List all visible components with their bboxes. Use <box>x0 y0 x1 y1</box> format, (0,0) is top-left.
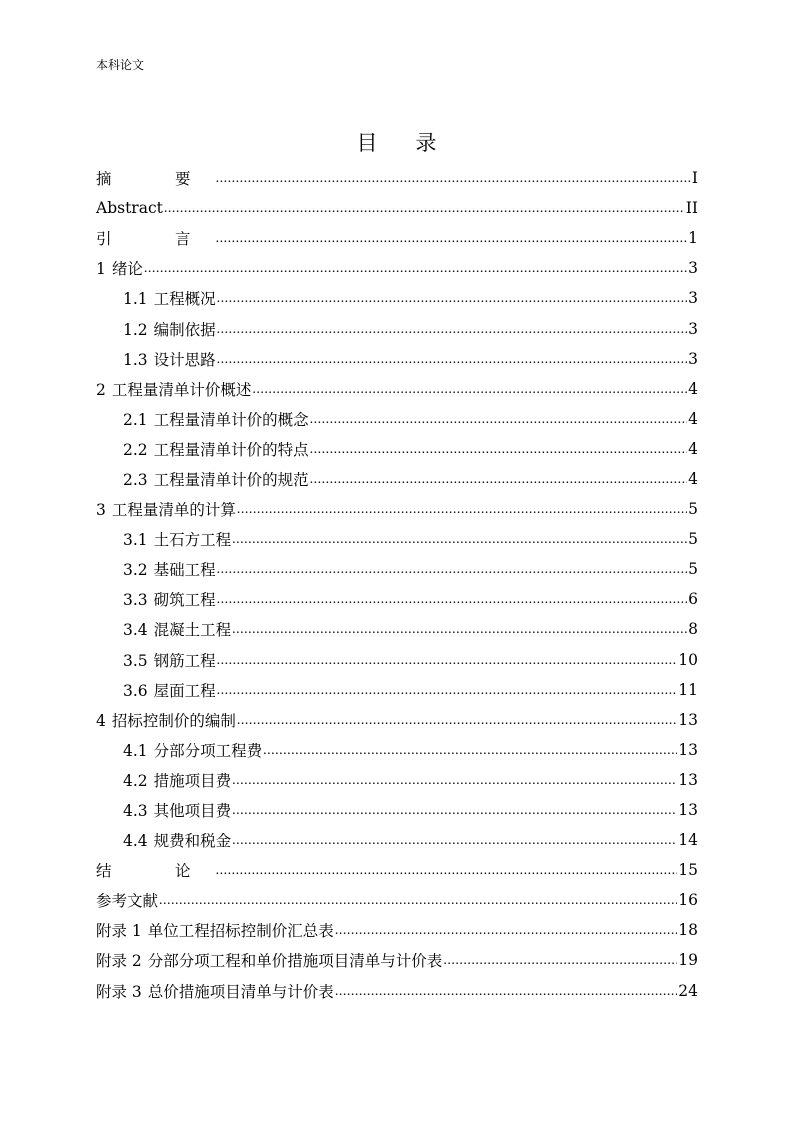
toc-entry-text: 绪论 <box>111 260 143 279</box>
toc-entry[interactable] <box>96 705 698 735</box>
toc-entry[interactable] <box>96 885 698 915</box>
toc-entry-page: 14 <box>678 831 698 850</box>
toc-entry-text: 工程量清单计价的概念 <box>153 410 309 429</box>
toc-entry-text: 土石方工程 <box>153 531 232 550</box>
toc-entry-number: 附录 3 <box>96 982 142 1001</box>
toc-entry-number: 4 <box>96 711 106 730</box>
toc-entry[interactable] <box>96 404 698 434</box>
toc-entry-page: 13 <box>678 740 698 759</box>
toc-entry-text: 其他项目费 <box>153 802 232 821</box>
toc-entry-page: 4 <box>688 469 698 488</box>
toc-entry[interactable] <box>96 494 698 524</box>
header-rule <box>96 87 698 88</box>
toc-entry-page: 10 <box>678 650 698 669</box>
toc-entry-text: 引 言 <box>96 230 215 249</box>
toc-title-right: 录 <box>415 131 437 155</box>
toc-entry-label <box>96 919 334 941</box>
toc-leader-dots <box>252 382 687 398</box>
toc-leader-dots <box>232 622 687 638</box>
toc-entry-text: 设计思路 <box>153 350 216 369</box>
toc-entry-text: 屋面工程 <box>153 681 216 700</box>
toc-entry[interactable] <box>96 163 698 193</box>
toc-entry-text: 参考文献 <box>96 892 159 911</box>
toc-entry[interactable] <box>96 313 698 343</box>
toc-entry-number: 4.1 <box>123 741 148 760</box>
toc-entry-text: Abstract <box>96 199 163 218</box>
toc-entry-label <box>96 227 215 249</box>
toc-entry-text: 编制依据 <box>153 320 216 339</box>
toc-entry-label <box>96 199 163 217</box>
toc-entry-label <box>123 769 231 791</box>
toc-leader-dots <box>217 653 678 669</box>
toc-entry[interactable] <box>96 554 698 584</box>
toc-leader-dots <box>217 592 687 608</box>
toc-entry-label <box>123 528 231 550</box>
toc-leader-dots <box>232 803 677 819</box>
toc-entry-label <box>96 949 442 971</box>
toc-entry-number: 3 <box>96 501 106 520</box>
toc-entry-label <box>96 257 143 279</box>
toc-leader-dots <box>310 442 687 458</box>
toc-entry-text: 混凝土工程 <box>153 621 232 640</box>
toc-entry[interactable] <box>96 765 698 795</box>
toc-leader-dots <box>237 713 677 729</box>
toc-title <box>0 130 793 156</box>
table-of-contents <box>96 163 698 1006</box>
toc-entry-page: 4 <box>688 409 698 428</box>
toc-entry-number: 3.4 <box>123 621 148 640</box>
toc-leader-dots <box>443 953 677 969</box>
toc-entry-number: 4.2 <box>123 771 148 790</box>
toc-entry-page: 24 <box>678 981 698 1000</box>
toc-leader-dots <box>217 352 687 368</box>
toc-entry[interactable] <box>96 645 698 675</box>
toc-entry-text: 分部分项工程费 <box>153 741 263 760</box>
toc-entry[interactable] <box>96 915 698 945</box>
toc-entry-number: 3.6 <box>123 681 148 700</box>
toc-entry-page: 3 <box>688 319 698 338</box>
toc-leader-dots <box>217 322 687 338</box>
toc-entry-page: 11 <box>678 680 698 699</box>
toc-leader-dots <box>217 683 678 699</box>
toc-entry-number: 附录 1 <box>96 922 142 941</box>
toc-entry-page: 4 <box>688 439 698 458</box>
toc-entry[interactable] <box>96 976 698 1006</box>
toc-entry-label <box>123 739 262 761</box>
toc-entry-label <box>96 980 334 1002</box>
toc-entry-text: 规费和税金 <box>153 832 232 851</box>
toc-entry[interactable] <box>96 825 698 855</box>
toc-entry-number: 1.3 <box>123 350 148 369</box>
toc-entry-page: 5 <box>688 530 698 549</box>
toc-entry-page: 19 <box>678 951 698 970</box>
toc-entry-text: 工程量清单计价的规范 <box>153 470 309 489</box>
toc-entry-number: 4.4 <box>123 832 148 851</box>
toc-leader-dots <box>144 261 687 277</box>
toc-entry-number: 1 <box>96 260 106 279</box>
toc-entry[interactable] <box>96 283 698 313</box>
toc-entry[interactable] <box>96 253 698 283</box>
toc-entry-number: 1.2 <box>123 320 148 339</box>
toc-leader-dots <box>263 743 677 759</box>
toc-entry[interactable] <box>96 193 698 223</box>
toc-entry-number: 3.5 <box>123 651 148 670</box>
toc-entry[interactable] <box>96 344 698 374</box>
toc-entry-page: II <box>685 199 698 218</box>
toc-entry-page: 5 <box>688 560 698 579</box>
toc-entry-label <box>123 318 216 340</box>
toc-leader-dots <box>217 291 687 307</box>
toc-entry[interactable] <box>96 795 698 825</box>
toc-entry-label <box>96 498 236 520</box>
toc-entry-page: 13 <box>678 770 698 789</box>
toc-entry-page: I <box>691 169 698 188</box>
toc-entry-label <box>123 618 231 640</box>
toc-entry-number: 附录 2 <box>96 952 142 971</box>
toc-entry-label <box>123 348 216 370</box>
toc-entry-text: 招标控制价的编制 <box>111 711 236 730</box>
toc-entry-text: 工程量清单计价概述 <box>111 380 252 399</box>
toc-entry-label <box>96 167 215 189</box>
toc-entry-text: 工程量清单计价的特点 <box>153 440 309 459</box>
toc-title-left: 目 <box>356 131 378 155</box>
toc-leader-dots <box>232 833 677 849</box>
toc-entry-label <box>123 829 231 851</box>
toc-entry-number: 3.1 <box>123 531 148 550</box>
toc-entry-label <box>123 679 216 701</box>
toc-entry-number: 3.3 <box>123 591 148 610</box>
toc-entry-number: 2 <box>96 380 106 399</box>
toc-leader-dots <box>335 923 677 939</box>
toc-entry-text: 总价措施项目清单与计价表 <box>147 982 334 1001</box>
toc-leader-dots <box>217 562 687 578</box>
toc-entry-number: 2.1 <box>123 410 148 429</box>
toc-leader-dots <box>232 532 687 548</box>
toc-entry[interactable] <box>96 945 698 975</box>
toc-leader-dots <box>216 231 688 247</box>
toc-entry-page: 1 <box>688 229 698 248</box>
toc-entry-page: 15 <box>678 861 698 880</box>
toc-leader-dots <box>310 412 687 428</box>
toc-entry-page: 3 <box>688 349 698 368</box>
toc-entry-text: 基础工程 <box>153 561 216 580</box>
toc-entry[interactable] <box>96 735 698 765</box>
toc-entry-number: 2.2 <box>123 440 148 459</box>
toc-leader-dots <box>232 773 677 789</box>
toc-entry-label <box>123 558 216 580</box>
toc-leader-dots <box>216 863 678 879</box>
toc-entry-label <box>123 287 216 309</box>
toc-entry[interactable] <box>96 223 698 253</box>
toc-entry[interactable] <box>96 374 698 404</box>
toc-entry-text: 结 论 <box>96 862 215 881</box>
toc-entry[interactable] <box>96 614 698 644</box>
toc-entry-page: 3 <box>688 259 698 278</box>
toc-entry-number: 3.2 <box>123 561 148 580</box>
toc-entry-label <box>123 468 309 490</box>
toc-entry-label <box>96 859 215 881</box>
toc-entry-text: 摘 要 <box>96 170 215 189</box>
toc-entry[interactable] <box>96 524 698 554</box>
toc-entry-text: 措施项目费 <box>153 771 232 790</box>
toc-entry[interactable] <box>96 434 698 464</box>
toc-entry-label <box>96 709 236 731</box>
toc-leader-dots <box>335 984 677 1000</box>
toc-entry[interactable] <box>96 855 698 885</box>
toc-entry-page: 18 <box>678 921 698 940</box>
toc-entry-page: 8 <box>688 620 698 639</box>
toc-leader-dots <box>310 472 687 488</box>
toc-entry-text: 单位工程招标控制价汇总表 <box>147 922 334 941</box>
toc-entry-label <box>123 408 309 430</box>
toc-leader-dots <box>159 893 677 909</box>
toc-entry[interactable] <box>96 675 698 705</box>
toc-entry-label <box>123 649 216 671</box>
toc-entry-text: 工程量清单的计算 <box>111 501 236 520</box>
toc-entry-page: 13 <box>678 801 698 820</box>
toc-entry-page: 3 <box>688 289 698 308</box>
toc-entry-page: 16 <box>678 891 698 910</box>
toc-entry-label <box>96 889 158 911</box>
toc-entry-page: 13 <box>678 710 698 729</box>
toc-entry-text: 砌筑工程 <box>153 591 216 610</box>
toc-entry-page: 5 <box>688 500 698 519</box>
page-header: 本科论文 <box>96 58 145 72</box>
toc-entry-text: 分部分项工程和单价措施项目清单与计价表 <box>147 952 443 971</box>
toc-entry-label <box>123 799 231 821</box>
toc-entry[interactable] <box>96 464 698 494</box>
toc-leader-dots <box>164 201 685 217</box>
toc-entry-number: 2.3 <box>123 470 148 489</box>
toc-entry-text: 钢筋工程 <box>153 651 216 670</box>
toc-entry-number: 4.3 <box>123 802 148 821</box>
toc-leader-dots <box>216 171 691 187</box>
toc-entry-label <box>123 438 309 460</box>
toc-entry-page: 6 <box>688 590 698 609</box>
toc-entry-number: 1.1 <box>123 290 148 309</box>
toc-entry-label <box>96 378 251 400</box>
toc-entry[interactable] <box>96 584 698 614</box>
toc-entry-text: 工程概况 <box>153 290 216 309</box>
toc-leader-dots <box>237 502 687 518</box>
toc-entry-page: 4 <box>688 379 698 398</box>
toc-entry-label <box>123 588 216 610</box>
